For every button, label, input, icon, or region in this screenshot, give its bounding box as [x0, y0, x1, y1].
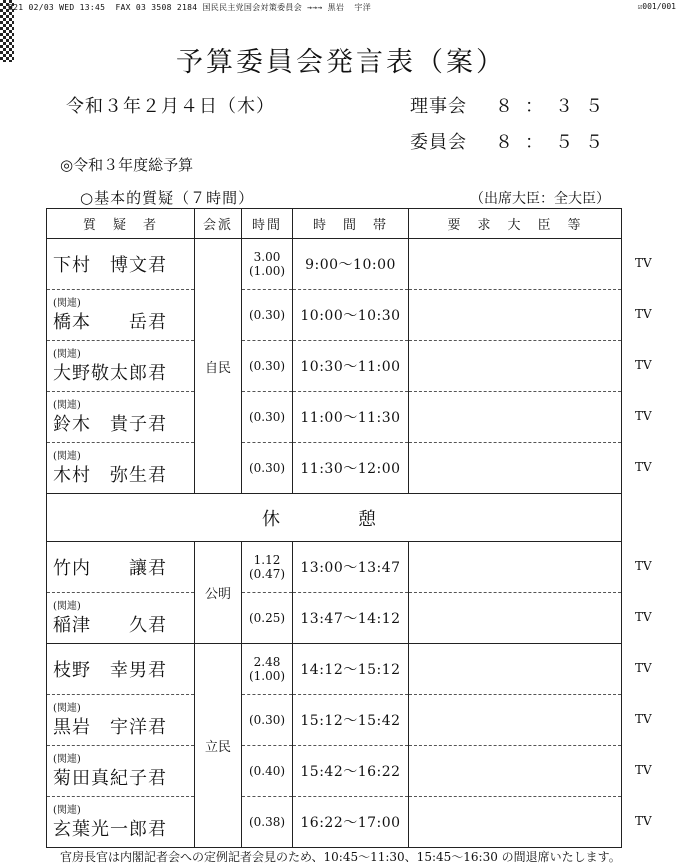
schedule-label: 理事会: [410, 96, 467, 117]
related-mark: (関連): [53, 451, 81, 462]
time-slot: 10:00〜10:30: [293, 290, 409, 341]
time-slot: 9:00〜10:00: [293, 239, 409, 290]
time-slot: 13:00〜13:47: [293, 542, 409, 593]
speech-schedule-table: [46, 208, 622, 848]
time-value: (0.30): [248, 461, 286, 475]
questioner-cell: [47, 443, 195, 494]
fax-page: ☑001/001: [637, 2, 676, 11]
table-row: [47, 797, 622, 848]
allotted-time: [242, 290, 293, 341]
table-row: [47, 290, 622, 341]
time-value: (0.30): [248, 359, 286, 373]
document-title: 予算委員会発言表（案）: [176, 47, 506, 78]
time-net: (0.47): [248, 567, 286, 581]
table-row: [47, 239, 622, 290]
table-row: [47, 695, 622, 746]
schedule-time: ８：３５: [495, 96, 615, 117]
question-type: ○基本的質疑（７時間）: [80, 189, 255, 207]
tv-broadcast-mark: TV: [635, 409, 652, 423]
time-slot: 11:30〜12:00: [293, 443, 409, 494]
tv-broadcast-mark: TV: [635, 712, 652, 726]
questioner-name: 玄葉光一郎君: [53, 819, 167, 840]
col-party: 会派: [195, 209, 242, 239]
related-mark: (関連): [53, 754, 81, 765]
questioner-name: 竹内 讓君: [53, 558, 167, 579]
tv-broadcast-mark: TV: [635, 358, 652, 372]
time-slot: 16:22〜17:00: [293, 797, 409, 848]
questioner-name: 菊田真紀子君: [53, 768, 167, 789]
time-value: (0.38): [248, 815, 286, 829]
tv-broadcast-mark: TV: [635, 661, 652, 675]
requested-ministers-cell: [409, 392, 622, 443]
table-row: [47, 341, 622, 392]
attendance-note: （出席大臣：全大臣）: [470, 191, 610, 207]
requested-ministers-cell: [409, 797, 622, 848]
questioner-name: 木村 弥生君: [53, 465, 167, 486]
col-time: 時間: [242, 209, 293, 239]
related-mark: (関連): [53, 805, 81, 816]
allotted-time: [242, 443, 293, 494]
break-label: 休 憩: [47, 494, 622, 542]
party-cell: 立民: [195, 644, 242, 848]
allotted-time: [242, 695, 293, 746]
table-header-row: [47, 209, 622, 239]
related-mark: (関連): [53, 298, 81, 309]
time-slot: 15:42〜16:22: [293, 746, 409, 797]
questioner-cell: [47, 746, 195, 797]
fax-page-number: 001/001: [642, 2, 676, 11]
questioner-cell: [47, 290, 195, 341]
time-slot: 10:30〜11:00: [293, 341, 409, 392]
table-row: [47, 644, 622, 695]
requested-ministers-cell: [409, 746, 622, 797]
allotted-time: [242, 392, 293, 443]
allotted-time: [242, 239, 293, 290]
col-requested-ministers: 要 求 大 臣 等: [409, 209, 622, 239]
requested-ministers-cell: [409, 542, 622, 593]
time-value: (0.25): [248, 611, 286, 625]
time-value: 3.00: [253, 250, 281, 264]
schedule-time: ８：５５: [495, 132, 615, 153]
table-row: [47, 746, 622, 797]
fax-header: 021 02/03 WED 13:45 FAX 03 3508 2184 国民民主党国会対策委員会 →→→ 黒岩 宇洋: [8, 3, 372, 12]
related-mark: (関連): [53, 349, 81, 360]
time-value: (0.30): [248, 410, 286, 424]
time-value: (0.30): [248, 713, 286, 727]
col-slot: 時 間 帯: [293, 209, 409, 239]
time-value: (0.30): [248, 308, 286, 322]
questioner-cell: [47, 644, 195, 695]
requested-ministers-cell: [409, 695, 622, 746]
questioner-cell: [47, 341, 195, 392]
schedule-board: [410, 92, 615, 118]
tv-broadcast-mark: TV: [635, 814, 652, 828]
questioner-name: 黒岩 宇洋君: [53, 717, 167, 738]
questioner-cell: [47, 695, 195, 746]
requested-ministers-cell: [409, 341, 622, 392]
meeting-date: 令和３年２月４日（木）: [66, 96, 275, 117]
requested-ministers-cell: [409, 443, 622, 494]
party-cell: 自民: [195, 239, 242, 494]
questioner-name: 枝野 幸男君: [53, 660, 167, 681]
footer-note: 官房長官は内閣記者会への定例記者会見のため、10:45〜11:30、15:45〜16:30 の間退席いたします。: [60, 850, 621, 864]
schedule-label: 委員会: [410, 132, 467, 153]
tv-broadcast-mark: TV: [635, 763, 652, 777]
questioner-cell: [47, 239, 195, 290]
allotted-time: [242, 593, 293, 644]
tv-broadcast-mark: TV: [635, 307, 652, 321]
time-slot: 11:00〜11:30: [293, 392, 409, 443]
requested-ministers-cell: [409, 290, 622, 341]
budget-heading: ◎令和３年度総予算: [60, 156, 194, 174]
requested-ministers-cell: [409, 593, 622, 644]
requested-ministers-cell: [409, 644, 622, 695]
tv-broadcast-mark: TV: [635, 610, 652, 624]
related-mark: (関連): [53, 400, 81, 411]
allotted-time: [242, 542, 293, 593]
time-slot: 15:12〜15:42: [293, 695, 409, 746]
questioner-name: 鈴木 貴子君: [53, 414, 167, 435]
col-questioner: 質 疑 者: [47, 209, 195, 239]
time-value: 1.12: [253, 553, 281, 567]
time-net: (1.00): [248, 264, 286, 278]
questioner-cell: [47, 797, 195, 848]
time-value: 2.48: [253, 655, 281, 669]
allotted-time: [242, 746, 293, 797]
schedule-committee: [410, 128, 615, 154]
allotted-time: [242, 797, 293, 848]
break-row: [47, 494, 622, 542]
table-row: [47, 593, 622, 644]
questioner-name: 橋本 岳君: [53, 312, 167, 333]
questioner-cell: [47, 593, 195, 644]
related-mark: (関連): [53, 703, 81, 714]
related-mark: (関連): [53, 601, 81, 612]
time-value: (0.40): [248, 764, 286, 778]
questioner-cell: [47, 392, 195, 443]
table-row: [47, 542, 622, 593]
time-net: (1.00): [248, 669, 286, 683]
questioner-name: 稲津 久君: [53, 615, 167, 636]
tv-broadcast-mark: TV: [635, 256, 652, 270]
questioner-name: 大野敬太郎君: [53, 363, 167, 384]
time-slot: 13:47〜14:12: [293, 593, 409, 644]
party-cell: 公明: [195, 542, 242, 644]
tv-broadcast-mark: TV: [635, 460, 652, 474]
table-row: [47, 443, 622, 494]
requested-ministers-cell: [409, 239, 622, 290]
tv-broadcast-mark: TV: [635, 559, 652, 573]
allotted-time: [242, 644, 293, 695]
time-slot: 14:12〜15:12: [293, 644, 409, 695]
table-row: [47, 392, 622, 443]
allotted-time: [242, 341, 293, 392]
questioner-name: 下村 博文君: [53, 255, 167, 276]
questioner-cell: [47, 542, 195, 593]
